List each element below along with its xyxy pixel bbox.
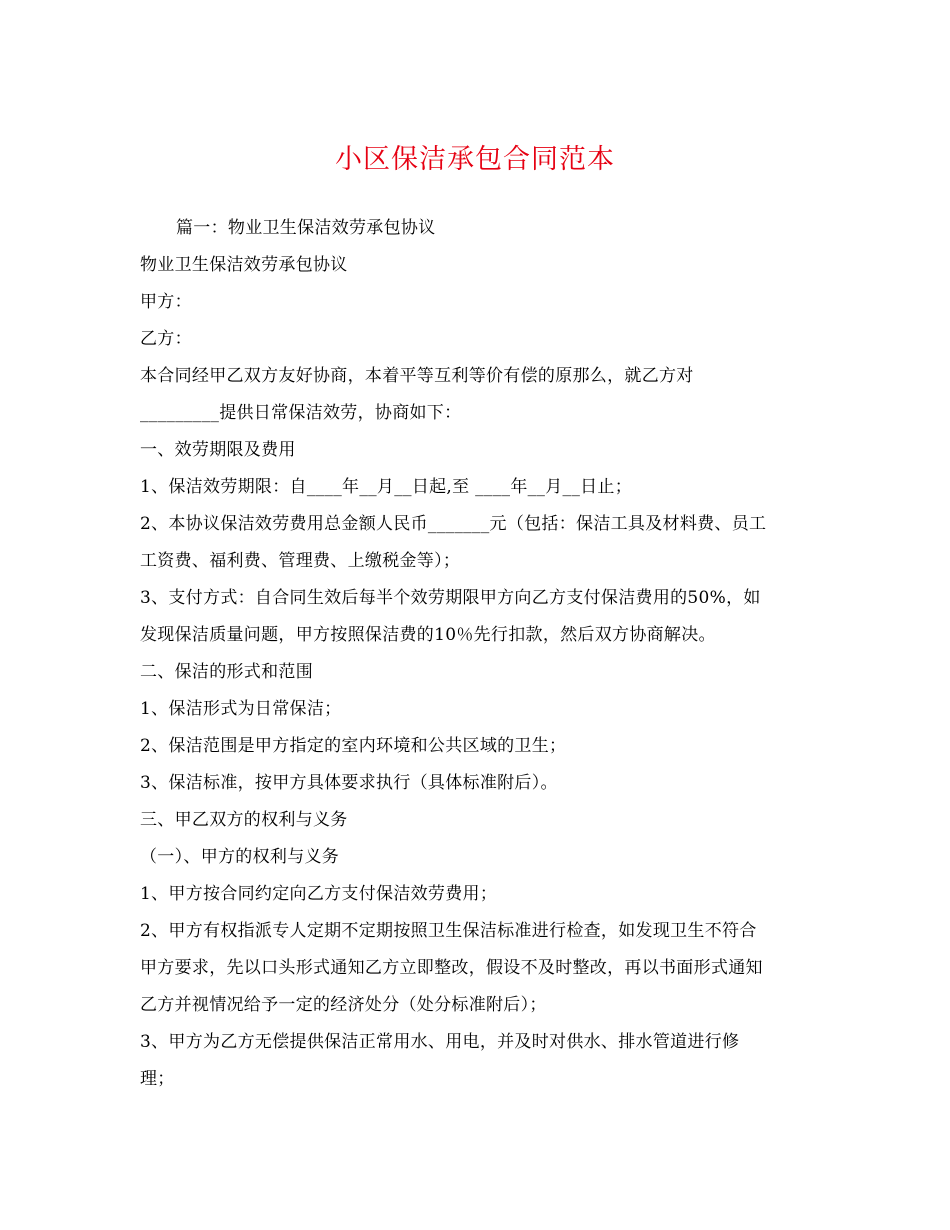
clause-heading: 二、保洁的形式和范围 (140, 662, 313, 682)
document-title: 小区保洁承包合同范本 (335, 144, 615, 175)
clause-item-continued: 发现保洁质量问题，甲方按照保洁费的10％先行扣款，然后双方协商解决。 (140, 625, 716, 645)
clause-item: 1、保洁效劳期限：自____年__月__日起,至 ____年__月__日止； (140, 477, 633, 497)
clause-item: 1、甲方按合同约定向乙方支付保洁效劳费用； (140, 884, 498, 904)
clause-item: 3、甲方为乙方无偿提供保洁正常用水、用电，并及时对供水、排水管道进行修 (140, 1032, 740, 1052)
clause-heading: 一、效劳期限及费用 (140, 440, 296, 460)
section-heading: 篇一：物业卫生保洁效劳承包协议 (176, 218, 436, 238)
sub-clause-heading: （一）、甲方的权利与义务 (140, 847, 340, 867)
clause-item-continued: 理； (140, 1069, 175, 1089)
clause-item: 2、保洁范围是甲方指定的室内环境和公共区域的卫生； (140, 736, 567, 756)
clause-item: 3、保洁标准，按甲方具体要求执行（具体标准附后）。 (140, 773, 558, 793)
clause-item-continued: 甲方要求，先以口头形式通知乙方立即整改，假设不及时整改，再以书面形式通知 (140, 958, 763, 978)
clause-item: 1、保洁形式为日常保洁； (140, 699, 342, 719)
clause-item: 2、甲方有权指派专人定期不定期按照卫生保洁标准进行检查，如发现卫生不符合 (140, 921, 757, 941)
clause-item: 3、支付方式：自合同生效后每半个效劳期限甲方向乙方支付保洁费用的50%，如 (140, 588, 761, 608)
clause-item-continued: 乙方并视情况给予一定的经济处分（处分标准附后）； (140, 995, 547, 1015)
party-b-line: 乙方： (140, 329, 192, 349)
party-a-line: 甲方： (140, 292, 192, 312)
agreement-name: 物业卫生保洁效劳承包协议 (140, 255, 348, 275)
paragraph-line: _________提供日常保洁效劳，协商如下： (140, 403, 462, 423)
clause-item: 2、本协议保洁效劳费用总金额人民币_______元（包括：保洁工具及材料费、员工 (140, 514, 767, 534)
paragraph-line: 本合同经甲乙双方友好协商，本着平等互利等价有偿的原那么，就乙方对 (140, 366, 694, 386)
document-body (140, 218, 816, 1106)
clause-item-continued: 工资费、福利费、管理费、上缴税金等）； (140, 551, 461, 571)
clause-heading: 三、甲乙双方的权利与义务 (140, 810, 348, 830)
